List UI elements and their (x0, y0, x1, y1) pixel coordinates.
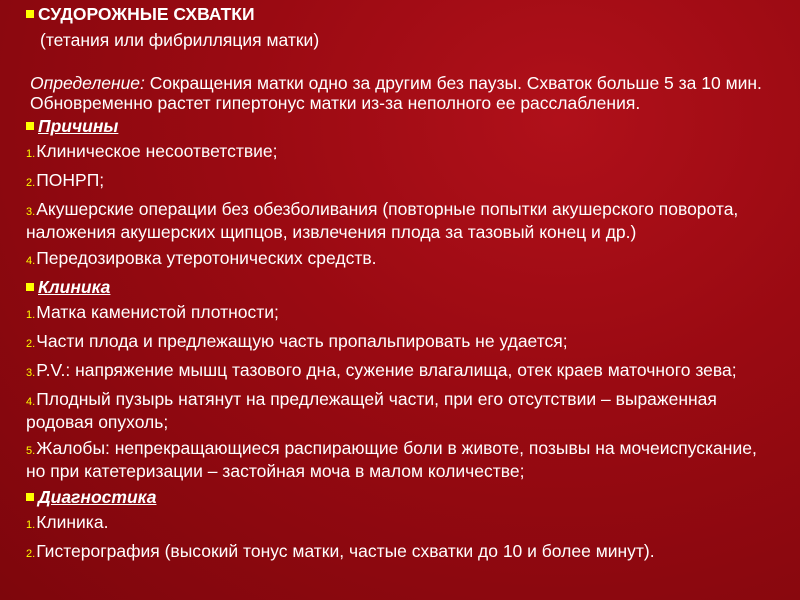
section-heading-text: Клиника (38, 277, 111, 297)
list-item-text: ПОНРП; (36, 170, 105, 190)
section-heading-clinic (26, 277, 781, 297)
list-number: 3. (26, 206, 36, 218)
slide-title: СУДОРОЖНЫЕ СХВАТКИ (38, 4, 255, 24)
list-item-text: Жалобы: непрекращающиеся распирающие боли в животе, позывы на мочеиспускание, но при катетеризации – застойная моча в малом количестве; (26, 438, 757, 481)
list-item (26, 331, 781, 354)
square-bullet-icon (26, 122, 34, 130)
square-bullet-icon (26, 493, 34, 501)
list-item (26, 541, 781, 564)
list-item (26, 199, 781, 242)
list-number: 1. (26, 519, 36, 531)
square-bullet-icon (26, 10, 34, 18)
title-line (26, 4, 781, 24)
square-bullet-icon (26, 283, 34, 291)
list-number: 2. (26, 338, 36, 350)
list-number: 4. (26, 255, 36, 267)
section-heading-text: Причины (38, 116, 119, 136)
list-item-text: Клиника. (36, 512, 109, 532)
list-item (26, 141, 781, 164)
list-item (26, 302, 781, 325)
section-heading-causes (26, 116, 781, 136)
list-item (26, 248, 781, 271)
list-number: 3. (26, 367, 36, 379)
list-item-text: Акушерские операции без обезболивания (повторные попытки акушерского поворота, наложения акушерских щипцов, извлечения плода за тазовый конец и др.) (26, 199, 739, 242)
definition-text: Сокращения матки одно за другим без паузы. Схваток больше 5 за 10 мин. Обновременно растет гипертонус матки из-за неполного ее расслабления. (30, 73, 762, 113)
list-item (26, 170, 781, 193)
section-heading-diagnostics (26, 487, 781, 507)
list-number: 4. (26, 396, 36, 408)
list-item-text: Плодный пузырь натянут на предлежащей части, при его отсутствии – выраженная родовая опухоль; (26, 389, 717, 432)
list-number: 2. (26, 177, 36, 189)
list-item-text: P.V.: напряжение мышц тазового дна, сужение влагалища, отек краев маточного зева; (36, 360, 737, 380)
list-number: 2. (26, 548, 36, 560)
list-item (26, 512, 781, 535)
slide-content (26, 4, 781, 564)
list-item (26, 389, 781, 432)
list-item-text: Гистерография (высокий тонус матки, частые схватки до 10 и более минут). (36, 541, 655, 561)
list-item-text: Части плода и предлежащую часть пропальпировать не удается; (36, 331, 568, 351)
list-item-text: Передозировка утеротонических средств. (36, 248, 377, 268)
section-heading-text: Диагностика (38, 487, 157, 507)
list-item-text: Матка каменистой плотности; (36, 302, 279, 322)
slide-subtitle: (тетания или фибрилляция матки) (40, 30, 320, 50)
definition-label: Определение: (30, 73, 145, 93)
list-item (26, 438, 781, 481)
list-number: 1. (26, 309, 36, 321)
list-number: 1. (26, 148, 36, 160)
list-number: 5. (26, 445, 36, 457)
list-item (26, 360, 781, 383)
definition-paragraph (26, 73, 781, 113)
list-item-text: Клиническое несоответствие; (36, 141, 278, 161)
